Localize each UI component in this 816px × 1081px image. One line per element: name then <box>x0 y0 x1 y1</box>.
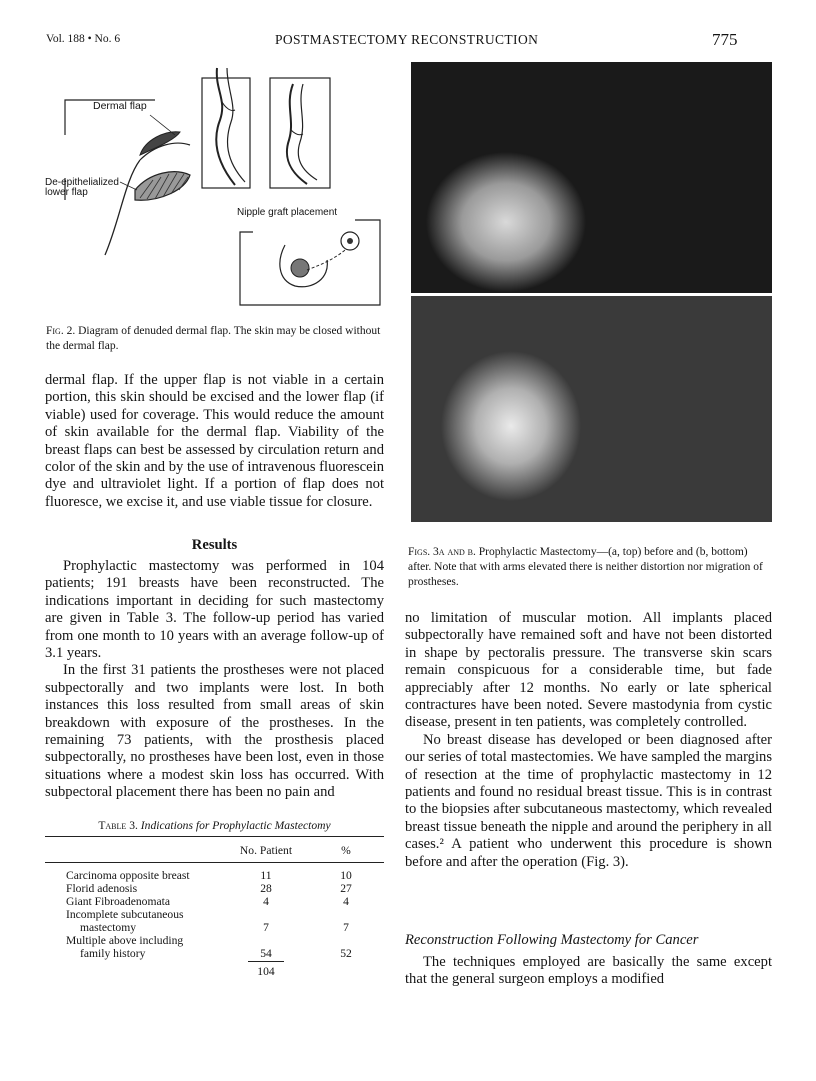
percent-cell: 10 <box>340 869 352 882</box>
percent-cell: 4 <box>343 895 349 908</box>
table-row <box>66 947 376 960</box>
right-column-text <box>405 610 772 871</box>
table-header-rule <box>45 862 384 863</box>
table-top-rule <box>45 836 384 837</box>
table-3-label: Table 3. <box>98 819 138 832</box>
figure-3-caption <box>408 545 770 590</box>
paragraph-techniques: The techniques employed are basically the same except that the general surgeon employs a modified <box>405 954 772 988</box>
indications-table-body <box>66 869 376 960</box>
table-3-caption: Indications for Prophylactic Mastectomy <box>137 819 331 832</box>
table-header-row <box>66 844 376 857</box>
percent-cell: 52 <box>340 947 352 960</box>
percent-cell: 27 <box>340 882 352 895</box>
indication-cell: mastectomy <box>80 921 137 934</box>
patients-cell: 11 <box>260 869 272 882</box>
table-row <box>66 921 376 934</box>
dermal-flap-label: Dermal flap <box>93 100 147 112</box>
deepithelialized-label-line1: De-epithelialized <box>45 177 119 188</box>
deepithelialized-label <box>45 178 119 198</box>
patients-cell <box>216 908 316 921</box>
paragraph-implants: no limitation of muscular motion. All implants placed subpectorally have remained soft and have not been distorted in shape by pectoralis pressure. The transverse skin scars remain conspicuous for a considerable time, but fade appreciably after 12 months. No early or late spherical contractures have been noted. Severe mastodynia from cystic disease, present in ten patients, was completely controlled. <box>405 610 772 731</box>
results-text <box>45 558 384 802</box>
deepithelialized-label-line2: lower flap <box>45 187 88 198</box>
results-heading: Results <box>191 537 238 553</box>
indication-cell: family history <box>80 947 146 960</box>
patients-cell <box>216 934 316 947</box>
column-header-percent: % <box>341 844 351 857</box>
indication-cell: Florid adenosis <box>66 882 138 895</box>
paragraph-continued: dermal flap. If the upper flap is not viable in a certain portion, this skin should be excised and the lower flap (if viable) used for coverage. This would reduce the amount of skin available for the dermal flap. Viability of the breast flaps can best be assessed by circulation return and color of the skin and by the use of intravenous fluorescein dye and ultraviolet light. If a portion of flap does not fluoresce, we excise it, and use viable tissue for closure. <box>45 372 384 510</box>
figure-3-caption-text: Prophylactic Mastectomy—(a, top) before and (b, bottom) after. Note that with arms elevated there is neither distortion nor migration of prostheses. <box>408 546 763 588</box>
journal-volume: Vol. 188 • No. 6 <box>46 33 121 45</box>
paragraph-breast-disease: No breast disease has developed or been diagnosed after our series of total mastectomies. We have sampled the margins of resection at the time of prophylactic mastectomy in 12 patients and found no residual breast tissue. This is in contrast to the biopsies after subcutaneous mastectomy, which revealed breast tissue beneath the nipple and around the periphery in all cases.² A patient who underwent this procedure is shown before and after the operation (Fig. 3). <box>405 731 772 870</box>
table-row <box>66 869 376 882</box>
figure-3a-photo <box>411 62 772 293</box>
table-3-title <box>45 818 384 833</box>
indication-cell: Carcinoma opposite breast <box>66 869 190 882</box>
indication-cell: Giant Fibroadenomata <box>66 895 170 908</box>
table-row <box>66 895 376 908</box>
left-column-text <box>45 372 384 511</box>
right-column-text-end <box>405 954 772 989</box>
indication-cell: Incomplete subcutaneous <box>66 908 184 921</box>
figure-2-caption-label: Fig. 2. <box>46 325 76 337</box>
table-total: 104 <box>257 965 275 978</box>
figure-3-caption-label: Figs. 3a and b. <box>408 546 476 558</box>
running-title: POSTMASTECTOMY RECONSTRUCTION <box>275 32 539 47</box>
percent-cell <box>316 908 376 921</box>
figure-2-caption <box>46 324 384 354</box>
column-header-patients: No. Patient <box>239 844 293 857</box>
figure-2-caption-text: Diagram of denuded dermal flap. The skin may be closed without the dermal flap. <box>46 325 381 352</box>
nipple-graft-label: Nipple graft placement <box>237 207 338 218</box>
figure-2-diagram <box>45 60 385 315</box>
page-number: 775 <box>712 30 738 49</box>
patients-cell: 28 <box>260 882 272 895</box>
percent-cell: 7 <box>343 921 349 934</box>
table-row <box>66 908 376 921</box>
results-paragraph-1: Prophylactic mastectomy was performed in 104 patients; 191 breasts have been reconstructed. The indications important in deciding for such mastectomy are given in Table 3. The follow-up period has varied from one month to 10 years with an average follow-up of 3.1 years. <box>45 558 384 662</box>
indication-cell: Multiple above including <box>66 934 184 947</box>
indications-table <box>66 844 376 857</box>
patients-cell: 4 <box>263 895 269 908</box>
table-row <box>66 882 376 895</box>
cancer-reconstruction-subheading: Reconstruction Following Mastectomy for Cancer <box>405 932 699 948</box>
patients-cell: 54 <box>260 947 272 960</box>
total-rule <box>248 961 284 962</box>
patients-cell: 7 <box>263 921 269 934</box>
figure-3b-photo <box>411 296 772 522</box>
table-row <box>66 934 376 947</box>
percent-cell <box>316 934 376 947</box>
results-paragraph-2: In the first 31 patients the prostheses were not placed subpectorally and two implants were lost. In both instances this loss resulted from small areas of skin breakdown with exposure of the prostheses. In the remaining 73 patients, with the prosthesis placed subpectorally, no prostheses have been lost, even in those situations where a modest skin loss has occurred. With subpectoral placement there has been no pain and <box>45 662 384 801</box>
